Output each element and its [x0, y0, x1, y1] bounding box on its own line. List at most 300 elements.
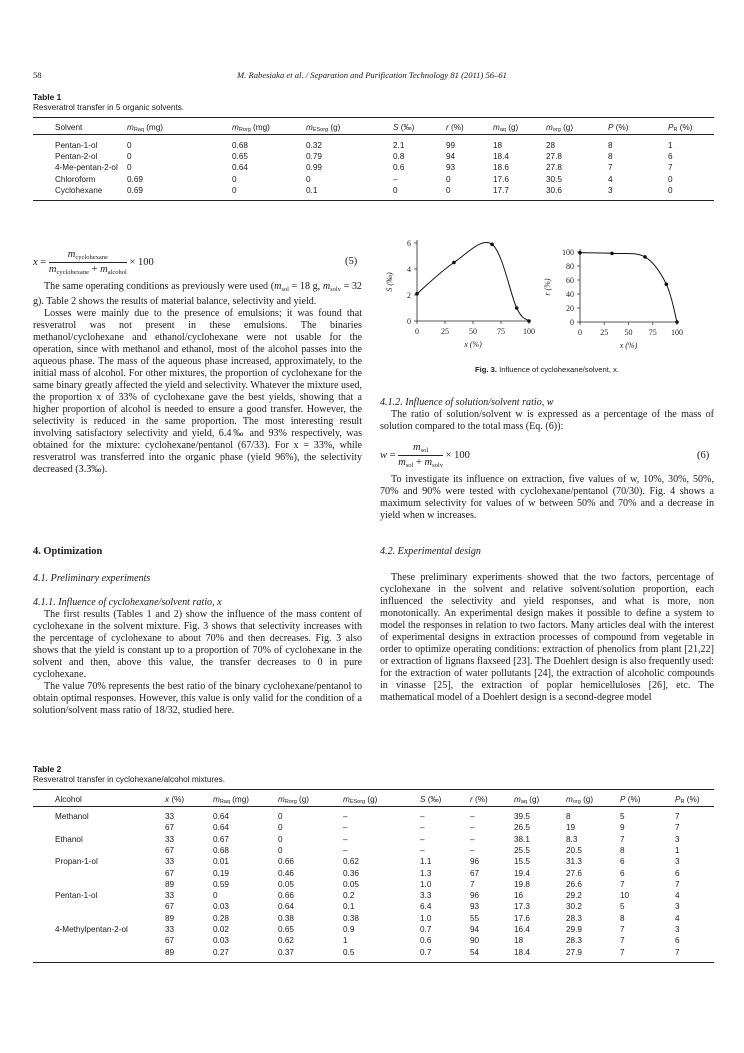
table-cell: 1	[668, 141, 673, 150]
table-cell: 0	[668, 185, 673, 195]
y-tick-label: 40	[566, 290, 574, 299]
table-cell: 4-Methylpentan-2-ol	[55, 925, 128, 934]
table-cell: 0.5	[343, 947, 355, 957]
eq6-den-sym2: m	[424, 457, 433, 468]
table-row	[0, 163, 744, 174]
table-cell: 33	[165, 812, 175, 821]
table-cell: 18	[514, 936, 524, 946]
column-header: Alcohol	[55, 795, 82, 804]
header-symbol: m	[493, 123, 500, 132]
table-cell: 27.8	[546, 152, 562, 162]
x-tick-label: 75	[648, 328, 657, 337]
table-cell: 18.4	[493, 152, 509, 162]
table-cell: 0.69	[127, 185, 143, 195]
table-cell: 0.66	[278, 857, 294, 867]
column-header	[278, 795, 309, 805]
table-cell: 0.6	[393, 163, 405, 173]
data-point	[452, 261, 456, 265]
table-cell: 0.64	[278, 902, 294, 912]
table-cell: 0	[232, 185, 237, 195]
eq5-lhs: x	[33, 256, 38, 268]
eq5-fraction	[49, 249, 127, 276]
table-cell: 29.9	[566, 925, 582, 934]
table-row	[0, 846, 744, 857]
table-cell: 89	[165, 913, 175, 923]
header-subscript: Rorg	[238, 127, 251, 133]
table-cell: 7	[608, 163, 613, 173]
table-cell: 0.6	[420, 936, 432, 946]
table-cell: 67	[165, 845, 175, 855]
table-cell: 67	[165, 868, 175, 878]
eq5-den-sym1: m	[48, 264, 57, 275]
table-cell: 3	[675, 925, 680, 934]
table-cell: 0.02	[213, 925, 229, 934]
table-cell: 26.5	[514, 823, 530, 833]
table-cell: –	[420, 845, 425, 855]
table-cell: 3	[675, 834, 680, 844]
header-unit: (‰)	[427, 795, 442, 804]
x-tick-label: 25	[441, 327, 449, 336]
table-cell: –	[470, 834, 475, 844]
table-cell: 0	[127, 141, 132, 150]
x-tick-label: 75	[497, 327, 505, 336]
table-row	[0, 152, 744, 163]
header-subscript: Raq	[219, 799, 230, 805]
paragraph: To investigate its influence on extraction, five values of w, 10%, 30%, 50%, 70% and 90% were tested with cyclohexane/pentanol (70/30). Fig. 4 shows a maximum selectivity for values of w between 50% and 70% and a decrease in yield when w increases.	[380, 474, 714, 521]
table-cell: 25.5	[514, 845, 530, 855]
table-cell: 0	[306, 174, 311, 184]
table-cell: 1.0	[420, 879, 432, 889]
section-heading-4-2: 4.2. Experimental design	[380, 546, 481, 557]
table-cell: 0.46	[278, 868, 294, 878]
table-cell: Propan-1-ol	[55, 857, 98, 867]
eq5-den-sym2: m	[100, 264, 108, 275]
table2-label: Table 2	[33, 764, 62, 774]
table-cell: –	[343, 812, 348, 821]
text-run: m	[322, 281, 331, 292]
y-tick-label: 0	[407, 317, 411, 326]
table-cell: 0	[393, 185, 398, 195]
x-tick-label: 100	[671, 328, 683, 337]
table-cell: 0	[446, 185, 451, 195]
table-cell: 0.28	[213, 913, 229, 923]
table-cell: 4	[675, 891, 680, 901]
header-subscript: ESorg	[349, 799, 366, 805]
eq6-plus: +	[416, 457, 422, 468]
table2-bottom-rule	[33, 962, 714, 963]
header-symbol: m	[127, 123, 134, 132]
table-row	[0, 175, 744, 186]
header-unit: (g)	[508, 123, 519, 132]
table1-label: Table 1	[33, 92, 62, 102]
header-unit: (mg)	[232, 795, 250, 804]
header-symbol: P	[620, 795, 626, 804]
table-cell: 1	[343, 936, 348, 946]
eq5-num-sub: cyclohexane	[75, 254, 108, 261]
table2-caption: Resveratrol transfer in cyclohexane/alcohol mixtures.	[33, 775, 226, 784]
table-cell: 0.8	[393, 152, 405, 162]
table-cell: 30.2	[566, 902, 582, 912]
table-cell: 0.19	[213, 868, 229, 878]
table-cell: 6	[668, 152, 673, 162]
y-tick-label: 2	[407, 291, 411, 300]
header-subscript: R	[680, 799, 685, 805]
data-point	[665, 282, 669, 286]
y-axis-label: S (‰)	[385, 272, 394, 292]
eq6-num-sym: m	[412, 442, 421, 453]
table-cell: 7	[620, 925, 625, 934]
table-cell: 0.38	[343, 913, 359, 923]
table-cell: 0.1	[343, 902, 355, 912]
eq5-times: × 100	[129, 256, 154, 268]
table-cell: Pentan-2-ol	[55, 152, 98, 162]
header-unit: (%)	[679, 123, 693, 132]
data-point	[675, 320, 679, 324]
table-cell: 0.9	[343, 925, 355, 934]
table-cell: 54	[470, 947, 480, 957]
table-row	[0, 948, 744, 959]
table-cell: 28	[546, 141, 556, 150]
table-cell: 0.65	[278, 925, 294, 934]
section-heading-4-1-2: 4.1.2. Influence of solution/solvent ratio, w	[380, 397, 554, 408]
header-unit: (g)	[563, 123, 574, 132]
text-run: = 18 g,	[288, 281, 323, 292]
text-run: solv	[330, 286, 341, 293]
eq5-den-sub1: cyclohexane	[56, 269, 89, 276]
x-tick-label: 50	[624, 328, 633, 337]
text-run: m	[274, 281, 282, 292]
header-unit: (g)	[583, 795, 594, 804]
column-header	[566, 795, 593, 805]
data-point	[515, 306, 519, 310]
table-row	[0, 902, 744, 913]
header-unit: (mg)	[253, 123, 270, 132]
x-tick-label: 0	[578, 328, 582, 337]
table-cell: Pentan-1-ol	[55, 891, 98, 901]
table-cell: 8	[608, 141, 613, 150]
paragraph	[33, 281, 362, 308]
table-cell: 0.01	[213, 857, 229, 867]
eq6-den-sub1: sol	[405, 462, 414, 469]
table-cell: 6	[620, 857, 625, 867]
header-subscript: aq	[499, 127, 506, 133]
table-cell: 0.7	[420, 947, 432, 957]
y-tick-label: 80	[566, 262, 574, 271]
table-cell: 7	[675, 879, 680, 889]
table-row	[0, 823, 744, 834]
data-point	[643, 255, 647, 259]
table-cell: 1.1	[420, 857, 432, 867]
y-tick-label: 4	[407, 265, 411, 274]
table-cell: 0	[668, 174, 673, 184]
table-cell: –	[343, 834, 348, 844]
table-cell: 15.5	[514, 857, 530, 867]
table-cell: 0.62	[278, 936, 294, 946]
paragraph: The value 70% represents the best ratio of the binary cyclohexane/pentanol to obtain optimal responses. However, this value is only valid for the condition of a solution/solvent mass ratio of 18/32, studied here.	[33, 681, 362, 716]
table-cell: 10	[620, 891, 630, 901]
table-cell: 94	[446, 152, 456, 162]
table-cell: 0.69	[127, 174, 143, 184]
header-symbol: m	[546, 123, 553, 132]
table-cell: 3	[608, 185, 613, 195]
column-header	[127, 123, 163, 133]
table-cell: 7	[675, 823, 680, 833]
table-cell: 28.3	[566, 936, 582, 946]
column-header	[446, 123, 464, 132]
table-cell: 0.03	[213, 902, 229, 912]
table-cell: 0.62	[343, 857, 359, 867]
table2-top-rule	[33, 789, 714, 790]
table-cell: 27.8	[546, 163, 562, 173]
series-line	[417, 242, 529, 321]
table-cell: 67	[470, 868, 480, 878]
table-row	[0, 880, 744, 891]
table1-top-rule	[33, 117, 714, 118]
table-cell: 5	[620, 902, 625, 912]
header-unit: (g)	[330, 123, 341, 132]
eq6-lhs: w	[380, 449, 388, 461]
header-symbol: P	[675, 795, 681, 804]
table-cell: 8	[566, 812, 571, 821]
table-cell: 55	[470, 913, 480, 923]
table-cell: 89	[165, 879, 175, 889]
running-head: M. Rabesiaka et al. / Separation and Purification Technology 81 (2011) 56–61	[237, 70, 507, 80]
data-point	[527, 319, 531, 323]
table-cell: 0.36	[343, 868, 359, 878]
column-header	[213, 795, 249, 805]
page-number: 58	[33, 70, 42, 80]
header-subscript: ESorg	[312, 127, 329, 133]
table-cell: 4-Me-pentan-2-ol	[55, 163, 118, 173]
y-axis-label: r (%)	[543, 278, 552, 296]
table1-caption: Resveratrol transfer in 5 organic solvents.	[33, 103, 185, 112]
data-point	[610, 252, 614, 256]
table-cell: 0.64	[213, 823, 229, 833]
table-cell: –	[343, 823, 348, 833]
table-row	[0, 936, 744, 947]
header-symbol: P	[668, 123, 674, 132]
header-symbol: r	[446, 123, 449, 132]
y-tick-label: 100	[562, 248, 574, 257]
column-header	[608, 123, 628, 132]
table-cell: 0.38	[278, 913, 294, 923]
table-cell: 30.6	[546, 185, 562, 195]
table-cell: 0.68	[232, 141, 248, 150]
table-cell: 0.1	[306, 185, 318, 195]
paragraph: These preliminary experiments showed that the two factors, percentage of cyclohexane in the solvent and relative solvent/solution proportion, each influenced the selectivity and yield responses, and what is more, non monotonically. An experimental design makes it possible to define a system to model the responses in relation to two factors. Many articles deal with the interest of experimental designs in extraction processes of compound from vegetable in order to optimize operating conditions: extraction of phenolics from plant [21,22] or extraction of lignans flaxseed [23]. The Doehlert design is also frequently used: for the extraction of water pollutants [24], the extraction of alcoholic compounds in vinasse [25], the extraction of poplar hemicelluloses [26], etc. The mathematical model of a Doehlert design is a second-degree model	[380, 572, 714, 703]
table-row	[0, 914, 744, 925]
column-header	[420, 795, 441, 804]
table-cell: 7	[620, 936, 625, 946]
table-cell: –	[470, 845, 475, 855]
column-header	[514, 795, 539, 805]
table-cell: 19.8	[514, 879, 530, 889]
table-cell: 3.3	[420, 891, 432, 901]
table1-header-rule	[33, 134, 714, 135]
table-cell: 38.1	[514, 834, 530, 844]
table-cell: 18.6	[493, 163, 509, 173]
left-column-text	[33, 281, 362, 476]
table-cell: 33	[165, 925, 175, 934]
column-header	[306, 123, 340, 133]
header-symbol: m	[343, 795, 350, 804]
table-cell: 9	[620, 823, 625, 833]
y-tick-label: 6	[407, 239, 411, 248]
section-heading-4-1-1: 4.1.1. Influence of cyclohexane/solvent ratio, x	[33, 597, 222, 608]
table-cell: 19	[566, 823, 576, 833]
header-subscript: aq	[520, 799, 527, 805]
header-subscript: R	[673, 127, 678, 133]
table-cell: –	[470, 812, 475, 821]
table-cell: Ethanol	[55, 834, 83, 844]
table-cell: 3	[675, 902, 680, 912]
data-point	[490, 243, 494, 247]
table-cell: 33	[165, 834, 175, 844]
table-cell: 0	[278, 812, 283, 821]
table-cell: 19.4	[514, 868, 530, 878]
table1-header-row	[0, 123, 744, 134]
table-cell: 27.9	[566, 947, 582, 957]
column-header	[493, 123, 518, 133]
column-header	[232, 123, 270, 133]
table-cell: 0.27	[213, 947, 229, 957]
table-cell: 93	[470, 902, 480, 912]
paragraph: The first results (Tables 1 and 2) show the influence of the mass content of cyclohexane in the solvent mixture. Fig. 3 shows that selectivity increases with the percentage of cyclohexane to about 70% and then decreases. Fig. 3 also shows that the yield is constant up to a proportion of 70% of cyclohexane in the solvent and then, above this value, the transfer decreases to 0 in pure cyclohexane.	[33, 609, 362, 680]
table-cell: 0.64	[213, 812, 229, 821]
left-column-text-2	[33, 609, 362, 717]
table-cell: 90	[470, 936, 480, 946]
table-cell: 0	[127, 163, 132, 173]
table-cell: 29.2	[566, 891, 582, 901]
table-cell: 2.1	[393, 141, 405, 150]
text-run: The same operating conditions as previously were used (	[44, 281, 275, 292]
table-cell: 6	[675, 936, 680, 946]
table-cell: 8	[608, 152, 613, 162]
table-cell: Cyclohexane	[55, 185, 103, 195]
eq5-num-sym: m	[67, 249, 76, 260]
table-cell: 0.59	[213, 879, 229, 889]
table-cell: 6	[620, 868, 625, 878]
header-symbol: m	[213, 795, 220, 804]
table2-header-rule	[33, 806, 714, 807]
x-axis-label: x (%)	[464, 340, 482, 349]
table-cell: –	[343, 845, 348, 855]
table-cell: 17.7	[493, 185, 509, 195]
table-cell: 0.05	[343, 879, 359, 889]
table-cell: 17.6	[514, 913, 530, 923]
header-unit: (%)	[627, 795, 641, 804]
table-cell: 33	[165, 857, 175, 867]
data-point	[415, 292, 419, 296]
right-column-text	[380, 409, 714, 433]
table-row	[0, 186, 744, 197]
y-tick-label: 20	[566, 304, 574, 313]
column-header	[620, 795, 640, 804]
table-cell: –	[420, 834, 425, 844]
y-tick-label: 0	[570, 318, 574, 327]
header-unit: (%)	[615, 123, 629, 132]
table-cell: 0	[278, 823, 283, 833]
column-header	[668, 123, 692, 133]
text-run: = 32 g). Table 2 shows the results of material balance, selectivity and yield.	[33, 281, 362, 307]
header-unit: (‰)	[400, 123, 415, 132]
table-cell: –	[420, 812, 425, 821]
table-cell: 0.99	[306, 163, 322, 173]
table-cell: 96	[470, 857, 480, 867]
table-cell: 1	[675, 845, 680, 855]
column-header	[165, 795, 184, 804]
table-row	[0, 869, 744, 880]
header-symbol: m	[278, 795, 285, 804]
table-cell: 1.0	[420, 913, 432, 923]
header-unit: (%)	[475, 795, 488, 804]
table-cell: 7	[620, 947, 625, 957]
table-cell: 28.3	[566, 913, 582, 923]
figure-3-caption	[380, 365, 714, 374]
eq6-number: (6)	[697, 450, 710, 461]
table-cell: 31.3	[566, 857, 582, 867]
table-cell: 17.6	[493, 174, 509, 184]
table-row	[0, 835, 744, 846]
header-unit: (mg)	[146, 123, 164, 132]
column-header	[546, 123, 573, 133]
eq5-equals: =	[40, 256, 47, 268]
right-column-text-2	[380, 474, 714, 522]
header-unit: (%)	[686, 795, 700, 804]
table1-bottom-rule	[33, 200, 714, 201]
header-symbol: m	[566, 795, 573, 804]
table-row	[0, 812, 744, 823]
table-cell: 0.66	[278, 891, 294, 901]
header-unit: (g)	[367, 795, 378, 804]
table-cell: 39.5	[514, 812, 530, 821]
table-cell: 0	[213, 891, 218, 901]
figure-3-charts	[375, 228, 715, 363]
series-line	[580, 253, 677, 322]
table-cell: 67	[165, 823, 175, 833]
table-cell: 0	[446, 174, 451, 184]
x-axis-label: x (%)	[619, 341, 638, 350]
eq6-equals: =	[389, 449, 396, 461]
table-cell: 4	[608, 174, 613, 184]
header-symbol: m	[232, 123, 239, 132]
section-heading-4: 4. Optimization	[33, 546, 103, 557]
table-cell: 93	[446, 163, 456, 173]
table-cell: Pentan-1-ol	[55, 141, 98, 150]
table-cell: 99	[446, 141, 456, 150]
table-cell: 8	[620, 845, 625, 855]
table-row	[0, 141, 744, 152]
header-symbol: S	[420, 795, 426, 804]
column-header	[343, 795, 377, 805]
table-cell: 0.67	[213, 834, 229, 844]
table-cell: 0	[278, 834, 283, 844]
table-cell: 16	[514, 891, 524, 901]
x-tick-label: 100	[523, 327, 535, 336]
header-symbol: S	[393, 123, 399, 132]
table-cell: 7	[470, 879, 475, 889]
eq6-num-sub: sol	[420, 447, 429, 454]
x-tick-label: 50	[469, 327, 477, 336]
table-cell: 67	[165, 936, 175, 946]
table-cell: 4	[675, 913, 680, 923]
table-cell: 0.68	[213, 845, 229, 855]
table-cell: 0.37	[278, 947, 294, 957]
table-cell: 6.4	[420, 902, 432, 912]
equation-5	[33, 249, 154, 276]
figure-caption-text: Influence of cyclohexane/solvent, x.	[499, 365, 619, 374]
table-cell: 67	[165, 902, 175, 912]
